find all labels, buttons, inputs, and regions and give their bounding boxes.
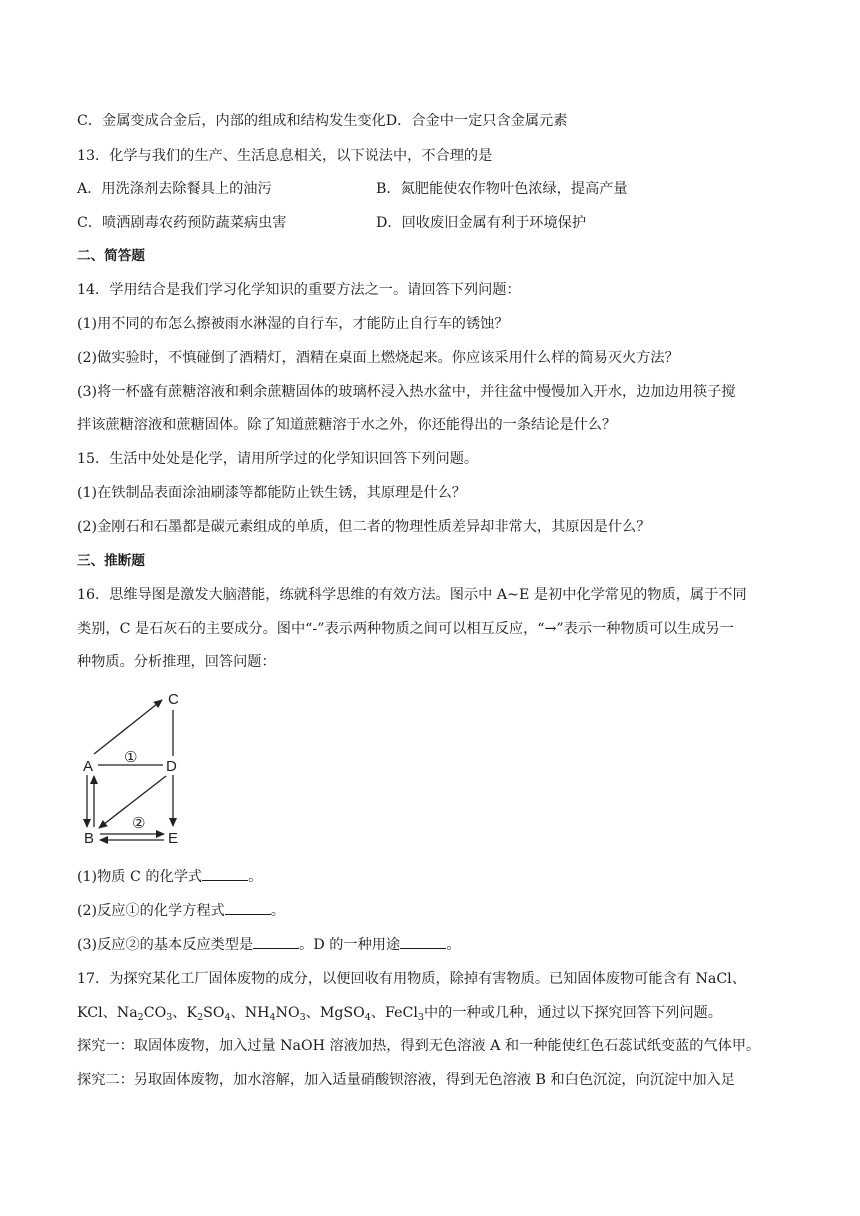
q16-line1: 16．思维导图是激发大脑潜能，练就科学思维的有效方法。图示中 A~E 是初中化学常见的物质，属于不同	[77, 587, 747, 603]
q16-part3-text: (3)反应②的基本反应类型是	[77, 937, 254, 953]
q14-part2: (2)做实验时，不慎碰倒了酒精灯，酒精在桌面上燃烧起来。你应该采用什么样的简易灭火方法？	[77, 350, 679, 366]
q13-stem: 13．化学与我们的生产、生活息息相关，以下说法中，不合理的是	[77, 148, 493, 164]
q13-option-c: C．喷洒剧毒农药预防蔬菜病虫害	[77, 215, 287, 231]
q17-explore2: 探究二：另取固体废物，加水溶解，加入适量硝酸钡溶液，得到无色溶液 B 和白色沉淀，向沉淀中加入足	[77, 1072, 735, 1088]
q16-part2-end: 。	[270, 903, 285, 919]
q12-options-cd	[77, 111, 567, 131]
q16-part3-blank2	[400, 948, 446, 949]
q13-option-d: D．回收废旧金属有利于环境保护	[376, 215, 587, 231]
diagram-node-d: D	[166, 758, 177, 775]
q16-part2-blank	[225, 914, 271, 915]
q16-part3	[77, 935, 460, 955]
q12-option-c: C．金属变成合金后，内部的组成和结构发生变化	[77, 113, 386, 129]
q16-part1-end: 。	[248, 869, 263, 885]
q14-stem: 14．学用结合是我们学习化学知识的重要方法之一。请回答下列问题：	[77, 282, 521, 298]
q13-option-b: B．氮肥能使农作物叶色浓绿，提高产量	[376, 181, 628, 197]
q16-part2-text: (2)反应①的化学方程式	[77, 903, 225, 919]
q13-option-a: A．用洗涤剂去除餐具上的油污	[77, 181, 272, 197]
q15-part2: (2)金刚石和石墨都是碳元素组成的单质，但二者的物理性质差异却非常大，其原因是什么？	[77, 519, 651, 535]
q17-explore1: 探究一：取固体废物，加入过量 NaOH 溶液加热，得到无色溶液 A 和一种能使红色石蕊试纸变蓝的气体甲。	[77, 1038, 761, 1054]
q16-part1-text: (1)物质 C 的化学式	[77, 869, 203, 885]
diagram-node-a: A	[83, 758, 94, 775]
q17-line2: KCl、$Na_2CO_3$、$K_2SO_4$、$NH_4NO_3$、MgSO$_4$、FeCl$_3$中的一种或几种，通过以下探究回答下列问题。	[77, 1005, 722, 1023]
diagram-arrow-a-to-c	[94, 700, 162, 754]
q12-option-d: D．合金中一定只含金属元素	[385, 113, 568, 129]
diagram-label-reaction1: ①	[124, 749, 138, 766]
diagram-node-e: E	[168, 830, 179, 847]
q16-part2	[77, 901, 285, 921]
q17-line1: 17．为探究某化工厂固体废物的成分，以便回收有用物质，除掉有害物质。已知固体废物可能含有 NaCl、	[77, 971, 746, 987]
q16-part1-blank	[202, 880, 248, 881]
section-title-short-answer: 二、简答题	[77, 248, 145, 264]
q14-part3-line2: 拌该蔗糖溶液和蔗糖固体。除了知道蔗糖溶于水之外，你还能得出的一条结论是什么？	[77, 417, 617, 433]
diagram-node-c: C	[168, 691, 179, 708]
q15-stem: 15．生活中处处是化学，请用所学过的化学知识回答下列问题。	[77, 451, 479, 467]
q16-mind-map-diagram	[70, 684, 200, 854]
q16-part1	[77, 867, 262, 887]
q16-part3-blank1	[253, 948, 299, 949]
section-title-inference: 三、推断题	[77, 553, 145, 569]
diagram-label-reaction2: ②	[132, 815, 146, 832]
q14-part3-line1: (3)将一杯盛有蔗糖溶液和剩余蔗糖固体的玻璃杯浸入热水盆中，并往盆中慢慢加入开水，边加边用筷子搅	[77, 384, 736, 400]
q14-part1: (1)用不同的布怎么擦被雨水淋湿的自行车，才能防止自行车的锈蚀？	[77, 316, 509, 332]
q16-line3: 种物质。分析推理，回答问题：	[77, 654, 276, 670]
q16-part3-end: 。	[446, 937, 461, 953]
q16-part3-middle: 。D 的一种用途	[299, 937, 401, 953]
q15-part1: (1)在铁制品表面涂油刷漆等都能防止铁生锈，其原理是什么？	[77, 485, 466, 501]
diagram-node-b: B	[84, 830, 95, 847]
q16-line2: 类别，C 是石灰石的主要成分。图中“-”表示两种物质之间可以相互反应，“→”表示一种物质可以生成另一	[77, 621, 734, 637]
